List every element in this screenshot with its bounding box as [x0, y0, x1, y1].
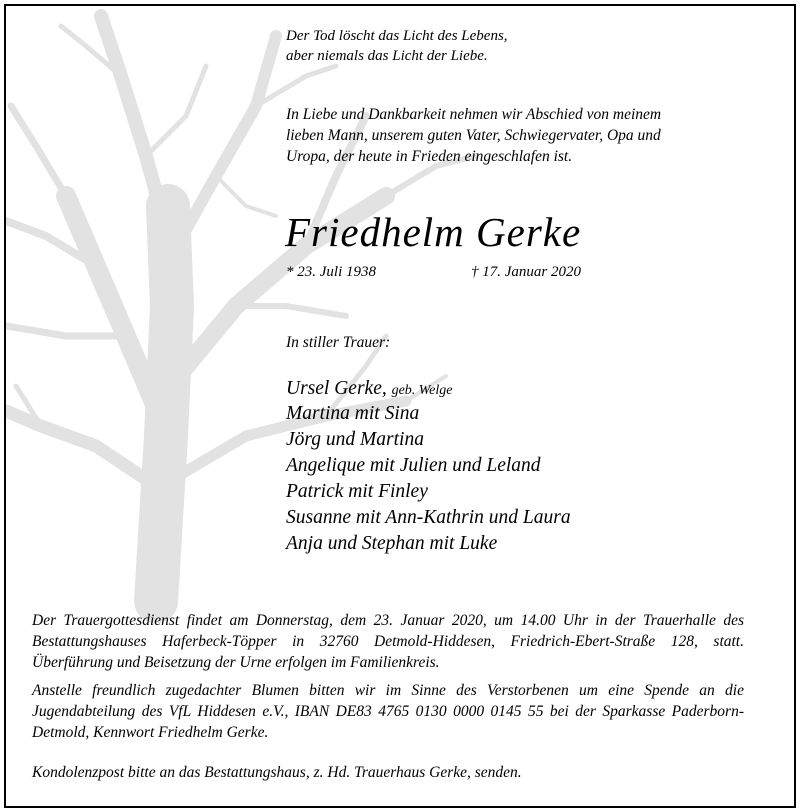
family-member-name: Ursel Gerke, [286, 378, 387, 399]
obituary-notice [4, 4, 796, 808]
family-member: Martina mit Sina [286, 403, 420, 424]
family-member: Patrick mit Finley [286, 481, 428, 502]
intro-line: Uropa, der heute in Frieden eingeschlafen ist. [286, 148, 573, 165]
mourning-label: In stiller Trauer: [286, 334, 391, 351]
intro-line: lieben Mann, unserem guten Vater, Schwiegervater, Opa und [286, 127, 661, 144]
motto-line: Der Tod löscht das Licht des Lebens, [286, 28, 508, 44]
donation-request: Anstelle freundlich zugedachter Blumen bitten wir im Sinne des Verstorbenen um eine Spende an die Jugendabteilung des VfL Hiddesen e.V., IBAN DE83 4765 0130 0000 0145 55 bei der Sparkasse Paderborn-Detmold, Kennwort Friedhelm Gerke. [32, 682, 744, 741]
family-member: Susanne mit Ann-Kathrin und Laura [286, 507, 571, 528]
family-member: Angelique mit Julien und Leland [286, 455, 541, 476]
intro-line: In Liebe und Dankbarkeit nehmen wir Abschied von meinem [286, 106, 662, 123]
family-member-primary [286, 376, 453, 403]
motto-line: aber niemals das Licht der Liebe. [286, 48, 488, 64]
deceased-name: Friedhelm Gerke [285, 209, 582, 255]
death-date: † 17. Januar 2020 [471, 264, 581, 280]
birth-date: * 23. Juli 1938 [286, 264, 376, 280]
family-member: Jörg und Martina [286, 429, 424, 450]
service-announcement: Der Trauergottesdienst findet am Donnerstag, dem 23. Januar 2020, um 14.00 Uhr in der Trauerhalle des Bestattungshauses Haferbeck-Töpper in 32760 Detmold-Hiddesen, Friedrich-Ebert-Straße 128, statt. Überführung und Beisetzung der Urne erfolgen im Familienkreis. [32, 612, 744, 671]
condolence-note: Kondolenzpost bitte an das Bestattungshaus, z. Hd. Trauerhaus Gerke, senden. [32, 764, 522, 781]
family-member: Anja und Stephan mit Luke [286, 533, 498, 554]
maiden-name-note: geb. Welge [391, 383, 453, 398]
